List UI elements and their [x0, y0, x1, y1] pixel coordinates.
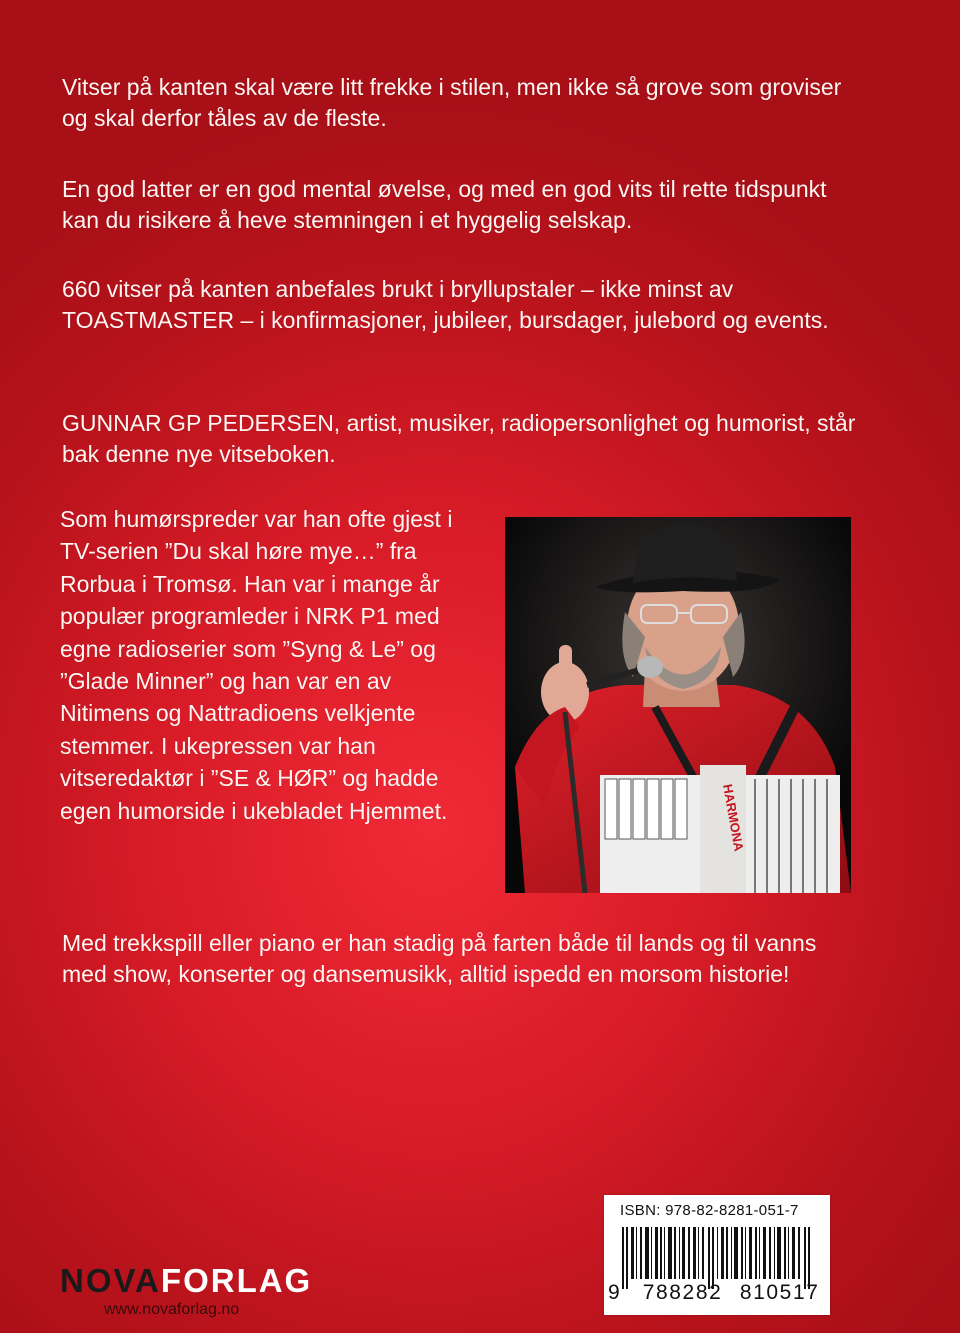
- blurb-paragraph-2: En god latter er en god mental øvelse, og med en god vits til rette tidspunkt kan du risikere å heve stemningen i et hyggelig selskap.: [62, 176, 827, 233]
- barcode-group-2: 810517: [739, 1281, 820, 1304]
- author-bio-paragraph: Som humørspreder var han ofte gjest i TV-serien ”Du skal høre mye…” fra Rorbua i Tromsø. Han var i mange år populær programleder i NRK P1 med egne radioserier som ”Syng & Le” og ”Glade Minner” og han var en av Nitimens og Nattradioens velkjente stemmer. I ukepressen var han vitseredaktør i ”SE & HØR” og hadde egen humorside i ukebladet Hjemmet.: [60, 506, 453, 824]
- isbn-label: ISBN: 978-82-8281-051-7: [620, 1202, 799, 1219]
- logo-forlag: FORLAG: [160, 1262, 313, 1299]
- accordion-label: HARMONA: [720, 782, 747, 853]
- blurb-paragraph-3: 660 vitser på kanten anbefales brukt i bryllupstaler – ikke minst av TOASTMASTER – i konfirmasjoner, jubileer, bursdager, julebord og events.: [62, 276, 829, 333]
- closing-paragraph: Med trekkspill eller piano er han stadig på farten både til lands og til vanns med show, konserter og dansemusikk, alltid ispedd en morsom historie!: [62, 930, 817, 987]
- author-intro-paragraph: GUNNAR GP PEDERSEN, artist, musiker, radiopersonlighet og humorist, står bak denne nye vitseboken.: [62, 410, 856, 467]
- author-photo-illustration: [505, 517, 851, 893]
- author-photo: [505, 517, 851, 893]
- barcode-bars: [614, 1227, 820, 1289]
- barcode-group-1: 788282: [642, 1281, 723, 1304]
- publisher-logo: [60, 1262, 312, 1300]
- blurb-paragraph-1: Vitser på kanten skal være litt frekke i stilen, men ikke så grove som groviser og skal derfor tåles av de fleste.: [62, 74, 842, 131]
- publisher-url: www.novaforlag.no: [104, 1301, 240, 1318]
- isbn-barcode: [604, 1195, 830, 1315]
- barcode-digits: [608, 1281, 826, 1305]
- barcode-first-digit: 9: [608, 1281, 622, 1304]
- logo-nova: NOVA: [60, 1262, 161, 1299]
